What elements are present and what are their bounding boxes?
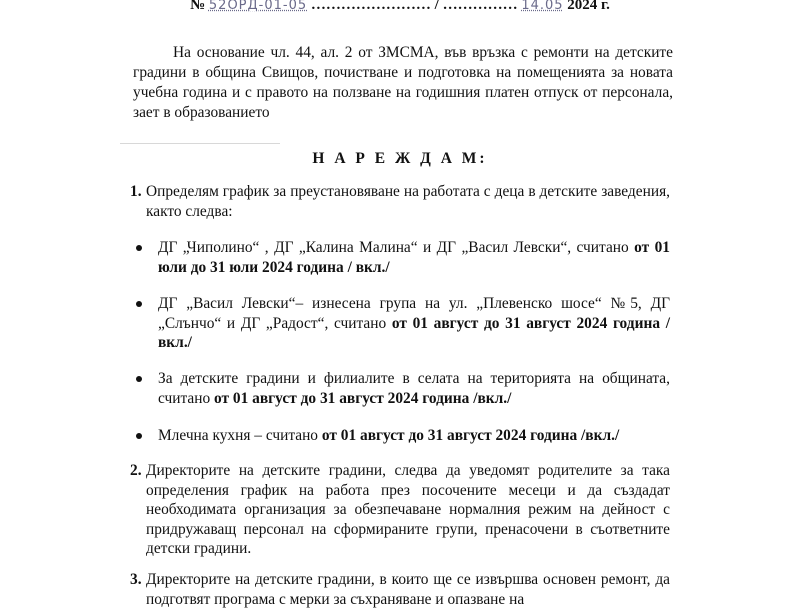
bullet-icon [136,245,142,251]
numbered-item [130,570,670,609]
bullet-period: от 01 август до 31 август 2024 година /вкл./ [214,389,512,407]
bullet-period: от 01 август до 31 август 2024 година /вкл./ [321,427,620,444]
bullet-item [158,426,670,446]
order-title: Н А Р Е Ж Д А М: [312,150,488,167]
item-number: 3. [130,571,142,588]
bullet-text: Млечна кухня – считано [158,427,322,444]
scan-artifact [120,143,280,144]
handwritten-date: 14.05 [521,0,564,13]
bullet-item [158,294,670,353]
bullet-text: За детските градини и филиалите в селата на територията на общината [158,370,667,387]
year: 2024 г. [567,0,610,13]
bullet-text: ДГ „Васил Левски“– изнесена група на ул. „Плевенско шосе“ №5, ДГ „Слънчо“ и ДГ „Радост“, считано [158,295,670,332]
order-number-line [0,0,800,17]
slash: / [434,0,439,13]
bullet-text: ДГ „Чиполино“ , ДГ „Калина Малина“ и ДГ „Васил Левски“, считано [158,239,635,256]
numbered-item [130,182,670,221]
dotted-fill: …………… [442,0,518,13]
item-text: Определям график за преустановяване на работата с деца в детските заведения, както следва: [146,183,670,220]
bullet-period: от 01 август до 31 август 2024 година /вкл./ [158,314,670,351]
bullet-period: от 01 юли до 31 юли 2024 година / вкл./ [158,239,670,276]
item-number: 2. [130,462,142,479]
item-number: 1. [130,183,142,200]
bullet-icon [136,301,142,307]
bullet-icon [136,433,142,439]
bullet-item [158,369,670,408]
bullet-icon [136,376,142,382]
bullet-item [158,238,670,277]
handwritten-number: 52ОРД-01-05 [208,0,308,13]
item-text: Директорите на детските градини, в които ще се извършва основен ремонт, да подготвят програма с мерки за съхраняване и опазване на [146,571,670,608]
number-sign: № [190,0,206,13]
bullet-text: , считано [158,370,670,407]
item-text: Директорите на детските градини, следва да уведомят родителите за така определения график на работа през посочените месеци и да създадат необходимата организация за обезпечаване нормалния режим на дейност с придружаващ персонал на сформираните групи, пренасочени в съответните детски градини. [146,462,670,557]
intro-paragraph: На основание чл. 44, ал. 2 от ЗМСМА, във връзка с ремонти на детските градини в община Свищов, почистване и подготовка на помещенията за новата учебна година и с правото на ползване на годишния платен отпуск от персонала, зает в образованието [133,44,673,121]
dotted-fill: …………………… [310,0,431,13]
numbered-item [130,461,670,559]
